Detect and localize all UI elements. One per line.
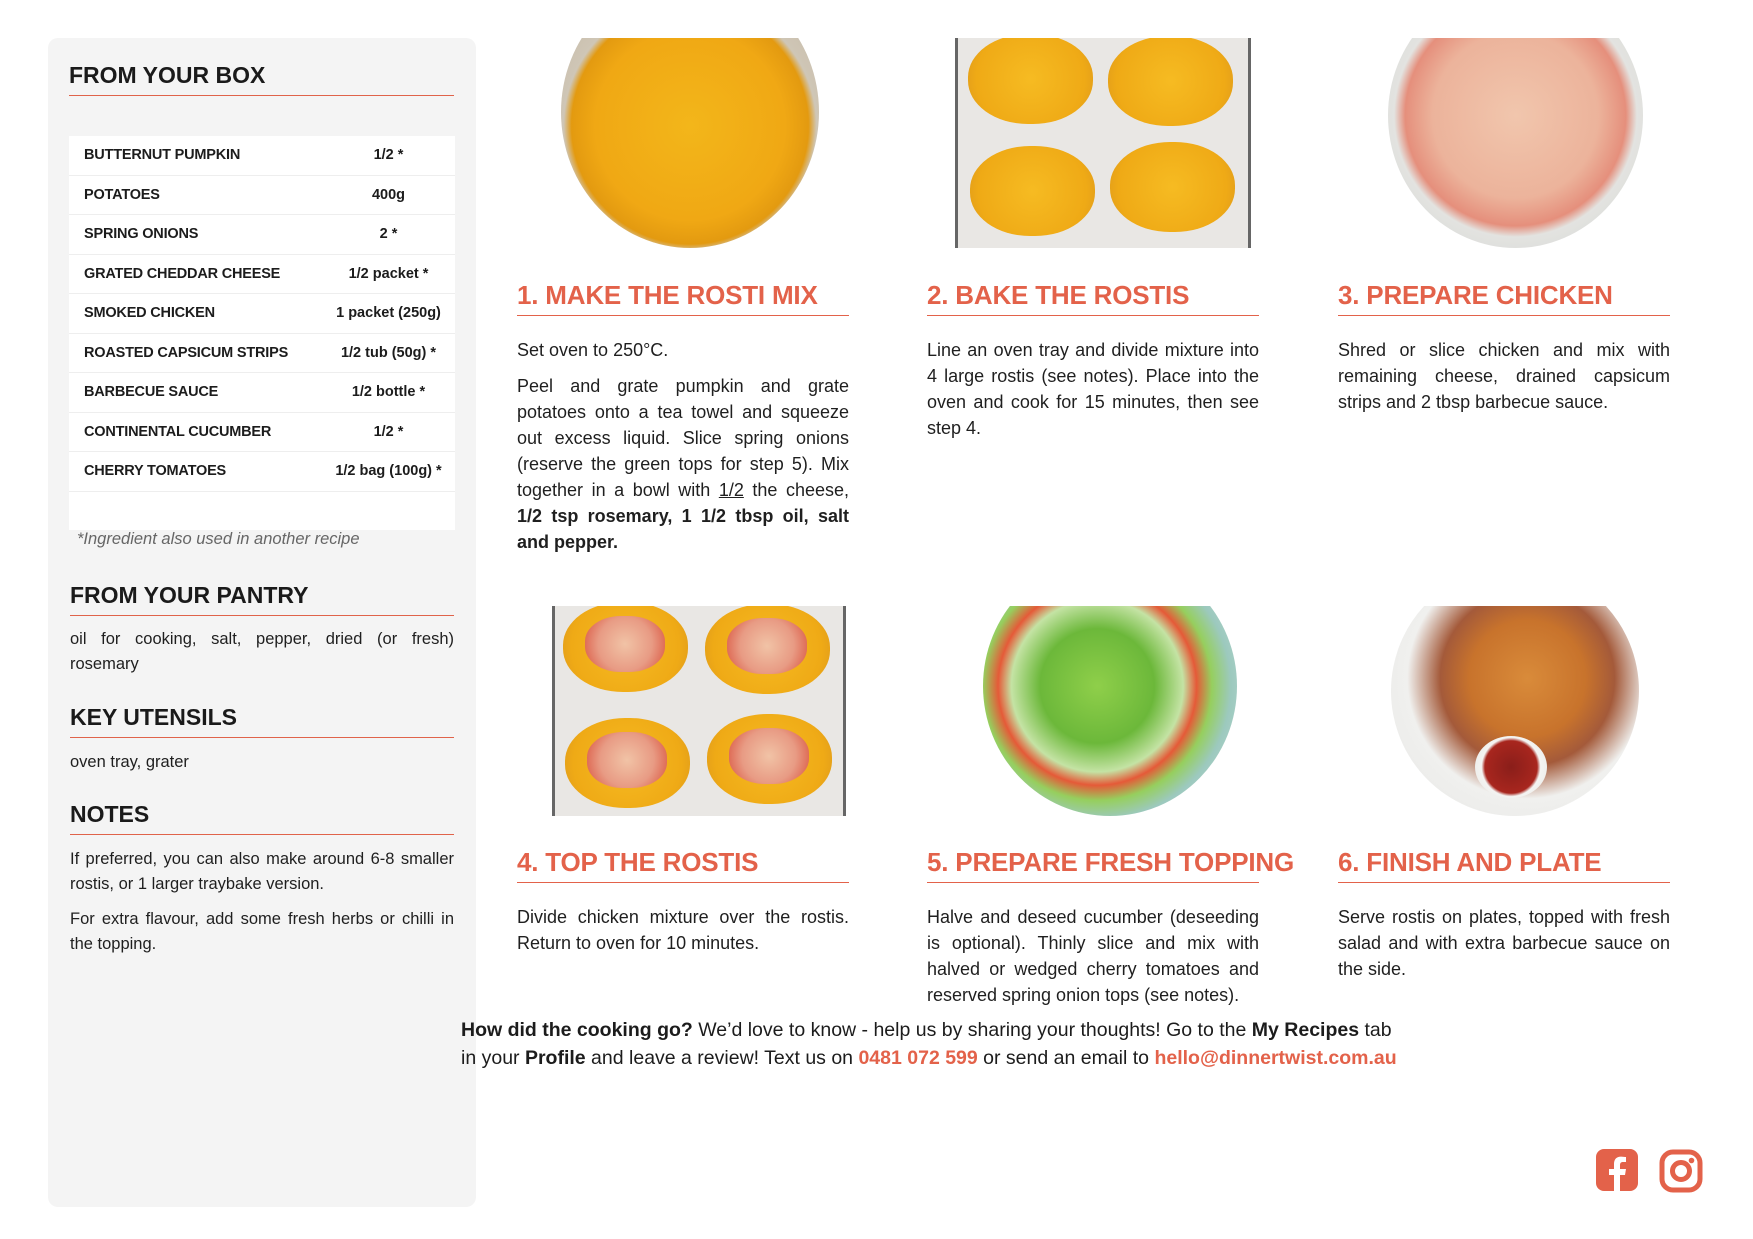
step-1-title: 1. MAKE THE ROSTI MIX (517, 280, 849, 316)
utensils-text: oven tray, grater (70, 753, 189, 771)
footer-text: tab in your (461, 1019, 1392, 1069)
rosti (707, 714, 832, 804)
note-paragraph: For extra flavour, add some fresh herbs or chilli in the topping. (70, 910, 454, 953)
step-2-photo (933, 38, 1257, 248)
rosti (970, 146, 1095, 236)
step-1-body (517, 337, 849, 565)
step-4-body: Divide chicken mixture over the rostis. Return to oven for 10 minutes. (517, 907, 849, 953)
rosti (565, 718, 690, 808)
step-4-title: 4. TOP THE ROSTIS (517, 847, 849, 883)
step-6-photo (1343, 606, 1667, 816)
footer-text: or send an email to (977, 1047, 1155, 1069)
chicken-plate (1388, 38, 1643, 248)
step-1-photo (521, 38, 845, 248)
ingredient-row (69, 215, 455, 255)
facebook-icon[interactable] (1596, 1149, 1638, 1191)
facebook-glyph (1596, 1149, 1638, 1191)
notes-text (70, 847, 454, 967)
ingredient-row (69, 255, 455, 295)
phone-link[interactable]: 0481 072 599 (858, 1047, 978, 1069)
rosti-mix-bowl (561, 38, 819, 248)
ingredient-note: *Ingredient also used in another recipe (77, 530, 360, 548)
instagram-glyph (1659, 1149, 1703, 1193)
ingredient-row-empty (69, 492, 455, 530)
ingredient-row (69, 176, 455, 216)
rosti (563, 606, 688, 692)
step-5-body: Halve and deseed cucumber (deseeding is optional). Thinly slice and mix with halved or wedged cherry tomatoes and reserved spring onion tops (see notes). (927, 907, 1259, 1005)
ingredient-qty: 2 * (379, 226, 398, 243)
ingredient-name: SMOKED CHICKEN (84, 305, 215, 322)
step-3-body: Shred or slice chicken and mix with remaining cheese, drained capsicum strips and 2 tbsp barbecue sauce. (1338, 340, 1670, 412)
step-1-underlined: 1/2 (718, 480, 744, 500)
box-heading: FROM YOUR BOX (69, 62, 454, 96)
step-2-title: 2. BAKE THE ROSTIS (927, 280, 1259, 316)
step-6-body: Serve rostis on plates, topped with fresh salad and with extra barbecue sauce on the side. (1338, 907, 1670, 979)
ingredient-name: CONTINENTAL CUCUMBER (84, 423, 272, 440)
ingredient-row (69, 452, 455, 492)
step-1-text: Peel and grate pumpkin and grate potatoes onto a tea towel and squeeze out excess liquid. Slice spring onions (reserve the green tops for step 5). Mix together in a bowl with (517, 376, 849, 500)
ingredient-row (69, 294, 455, 334)
ingredient-qty: 1/2 * (373, 423, 404, 440)
ingredient-row (69, 373, 455, 413)
ingredient-name: CHERRY TOMATOES (84, 463, 227, 480)
ingredient-qty: 1/2 bag (100g) * (335, 463, 442, 480)
rosti (1110, 142, 1235, 232)
salad-plate (983, 606, 1237, 816)
rosti (968, 38, 1093, 124)
ingredient-name: ROASTED CAPSICUM STRIPS (84, 344, 289, 361)
footer-question: How did the cooking go? (461, 1019, 693, 1041)
rosti (705, 606, 830, 694)
ingredient-qty: 1/2 tub (50g) * (340, 344, 437, 361)
ingredients-table (69, 136, 455, 530)
profile-label: Profile (524, 1047, 586, 1069)
ingredient-name: GRATED CHEDDAR CHEESE (84, 265, 281, 282)
email-link[interactable]: hello@dinnertwist.com.au (1154, 1047, 1397, 1069)
utensils-heading: KEY UTENSILS (70, 704, 454, 738)
footer-text: We’d love to know - help us by sharing your thoughts! Go to the (692, 1019, 1252, 1041)
step-5-photo (933, 606, 1257, 816)
oven-tray (552, 606, 846, 816)
step-5-title: 5. PREPARE FRESH TOPPING (927, 847, 1259, 883)
step-4-photo (530, 606, 854, 816)
ingredient-qty: 1/2 * (373, 147, 404, 164)
step-3-title: 3. PREPARE CHICKEN (1338, 280, 1670, 316)
chicken-topping (585, 616, 665, 672)
rosti (1108, 38, 1233, 126)
ingredient-name: SPRING ONIONS (84, 226, 199, 243)
ingredient-qty: 1 packet (250g) (336, 305, 441, 322)
chicken-topping (587, 732, 667, 788)
ingredient-name: BUTTERNUT PUMPKIN (84, 147, 241, 164)
footer-text: and leave a review! Text us on (585, 1047, 859, 1069)
ingredient-name: BARBECUE SAUCE (84, 384, 219, 401)
ingredient-name: POTATOES (84, 186, 160, 203)
step-1-bold: 1/2 tsp rosemary, 1 1/2 tbsp oil, salt and pepper. (517, 506, 849, 552)
step-1-paragraph-2 (517, 373, 849, 555)
step-6-title: 6. FINISH AND PLATE (1338, 847, 1670, 883)
chicken-topping (729, 728, 809, 784)
ingredient-row (69, 334, 455, 374)
instagram-icon[interactable] (1659, 1149, 1701, 1191)
ingredient-qty: 1/2 packet * (348, 265, 429, 282)
ingredient-row (69, 413, 455, 453)
sauce-ramekin (1475, 736, 1547, 798)
my-recipes-label: My Recipes (1251, 1019, 1360, 1041)
step-1-paragraph-1: Set oven to 250°C. (517, 340, 669, 360)
notes-heading: NOTES (70, 801, 454, 835)
chicken-topping (727, 618, 807, 674)
note-paragraph: If preferred, you can also make around 6-8 smaller rostis, or 1 larger traybake version. (70, 850, 454, 893)
ingredients-sidebar (48, 38, 476, 1207)
step-3-photo (1343, 38, 1667, 248)
pantry-text: oil for cooking, salt, pepper, dried (or fresh) rosemary (70, 630, 454, 673)
ingredient-row (69, 136, 455, 176)
feedback-footer (461, 1016, 1407, 1072)
step-1-text: the cheese, (743, 480, 849, 500)
pantry-heading: FROM YOUR PANTRY (70, 582, 454, 616)
ingredient-qty: 1/2 bottle * (351, 384, 426, 401)
ingredient-qty: 400g (371, 186, 406, 203)
oven-tray (955, 38, 1251, 248)
step-2-body: Line an oven tray and divide mixture into 4 large rostis (see notes). Place into the oven and cook for 15 minutes, then see step 4. (927, 340, 1259, 438)
